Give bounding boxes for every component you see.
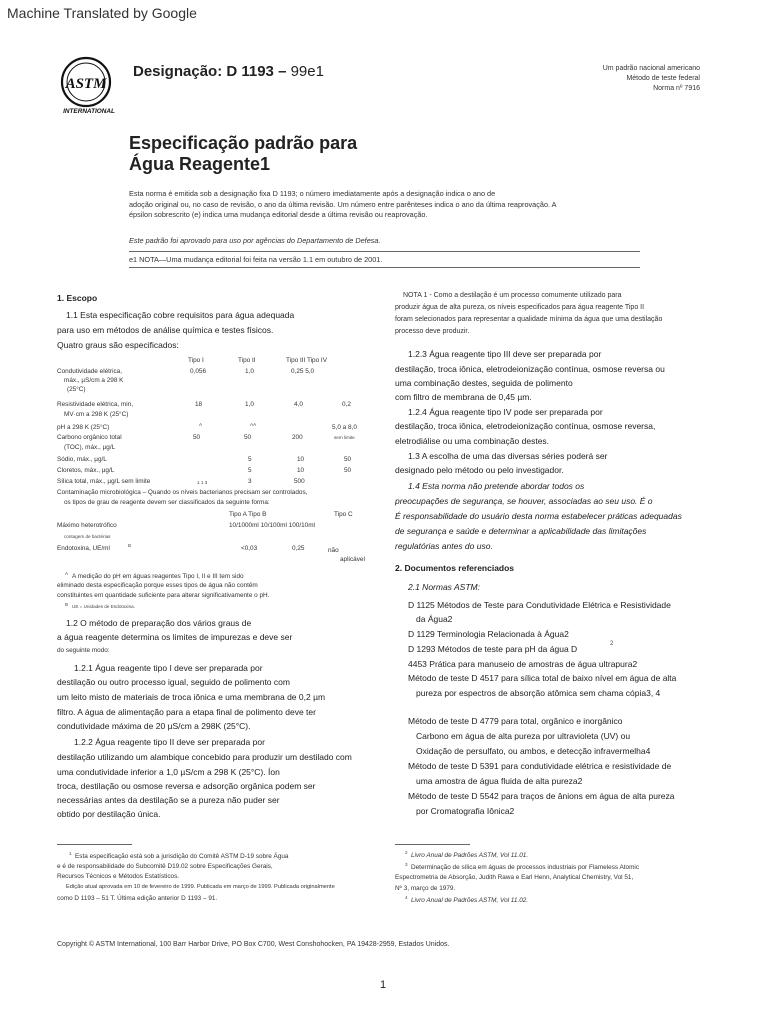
footnote-1-line: como D 1193 – 51 T. Última edição anterior D 1193 – 91. xyxy=(57,895,218,902)
para-1-4-line: É responsabilidade do usuário desta norma estabelecer práticas adequadas xyxy=(395,511,682,521)
table-row-label: Cloretos, máx., µg/L xyxy=(57,467,115,474)
svg-text:ASTM: ASTM xyxy=(65,76,107,92)
reference-item: Método de teste D 4517 para sílica total de baixo nível em água de alta xyxy=(408,673,677,683)
para-1-3: 1.3 A escolha de uma das diversas séries poderá ser xyxy=(408,451,608,461)
para-1-2-3-line: uma combinação destes, seguida de polimento xyxy=(395,378,573,388)
reference-footnote-mark: 2 xyxy=(610,641,614,647)
footnote-mark-a: A xyxy=(65,571,69,576)
para-1-2-line: a água reagente determina os limites de impurezas e deve ser xyxy=(57,632,293,642)
dod-approval: Este padrão foi aprovado para uso por agências do Departamento de Defesa. xyxy=(129,236,381,245)
table-header: Tipo III Tipo IV xyxy=(286,357,327,364)
footnote-divider xyxy=(395,844,470,845)
table-note: Contaminação microbiológica – Quando os níveis bacterianos precisam ser controlados, xyxy=(57,489,308,496)
table-cell: 50 xyxy=(244,434,252,441)
reference-item: D 1129 Terminologia Relacionada à Água2 xyxy=(408,629,569,639)
reference-item: da Água2 xyxy=(416,614,453,624)
table-row-label: máx., µS/cm a 298 K xyxy=(64,377,124,384)
footnote-1-line: e é de responsabilidade do Subcomitê D19.02 sobre Especificações Gerais, xyxy=(57,863,273,870)
footnote-1: Esta especificação está sob a jurisdição do Comitê ASTM D-19 sobre Água xyxy=(75,853,289,860)
para-1-2-1: 1.2.1 Água reagente tipo I deve ser preparada por xyxy=(74,663,263,673)
section-1-heading: 1. Escopo xyxy=(57,293,98,303)
para-1-2-1-line: um leito misto de materiais de troca iônica e uma membrana de 0,2 µm xyxy=(57,692,326,702)
reference-item: por Cromatografia Iônica2 xyxy=(416,806,515,816)
footnote-2: Livro Anual de Padrões ASTM, Vol 11.01. xyxy=(411,852,529,859)
footnote-divider xyxy=(57,844,132,845)
table-row-label: Endotoxina, UE/ml xyxy=(57,545,110,552)
copyright: Copyright © ASTM International, 100 Barr Harbor Drive, PO Box C700, West Conshohocken, PA 19428-2959, Estados Unidos. xyxy=(57,941,450,948)
machine-translated-banner: Machine Translated by Google xyxy=(7,5,197,21)
table-cell: sem limite xyxy=(334,435,355,440)
table-row-label: (25°C) xyxy=(67,386,86,393)
reference-item: D 1125 Métodos de Teste para Condutividade Elétrica e Resistividade xyxy=(408,600,671,610)
para-1-1-line: para uso em métodos de análise química e testes físicos. xyxy=(57,325,274,335)
table-cell: 0,25 xyxy=(292,545,305,552)
para-1-2-1-line: filtro. A água de alimentação para a etapa final de polimento deve ter xyxy=(57,707,316,717)
table-cell: 0,056 xyxy=(190,368,206,375)
table-cell: 50 xyxy=(344,456,352,463)
footnote-3-line: Espectrometria de Absorção, Judith Rawa e Earl Henn, Analytical Chemistry, Vol 51, xyxy=(395,874,634,881)
table-header: Tipo I xyxy=(188,357,204,364)
editorial-note: e1 NOTA—Uma mudança editorial foi feita na versão 1.1 em outubro de 2001. xyxy=(129,255,383,264)
reference-item: Método de teste D 4779 para total, orgânico e inorgânico xyxy=(408,716,623,726)
para-1-2-4-line: destilação, troca iônica, eletrodeionização contínua, osmose reversa, xyxy=(395,421,656,431)
table-cell: aplicável xyxy=(340,556,365,563)
divider xyxy=(129,251,640,252)
para-1-1: 1.1 Esta especificação cobre requisitos para água adequada xyxy=(66,310,295,320)
reference-item: Método de teste D 5391 para condutividade elétrica e resistividade de xyxy=(408,761,672,771)
note-1: NOTA 1 - Como a destilação é um processo comumente utilizado para xyxy=(403,292,622,299)
footnote-mark: 2 xyxy=(405,850,408,855)
para-1-2-2-line: necessárias antes da destilação se a pureza não puder ser xyxy=(57,795,280,805)
table-row-label: Resistividade elétrica, min, xyxy=(57,401,134,408)
reference-item: D 1293 Métodos de teste para pH da água D xyxy=(408,644,578,654)
table-cell: 10 xyxy=(297,467,305,474)
para-1-2-2-line: troca, destilação ou osmose reversa e adsorção orgânica podem ser xyxy=(57,781,316,791)
issuance-note: Esta norma é emitida sob a designação fixa D 1193; o número imediatamente após a designação indica o ano de adoção original ou, no caso de revisão, o ano da última revisão. Um número entre parênteses indica o ano da última reaprovação. A épsilon sobrescrito (e) indica uma mudança editorial desde a última revisão ou reaprovação. xyxy=(129,189,557,219)
table-cell: 0,25 5,0 xyxy=(291,368,315,375)
table-cell: 5,0 a 8,0 xyxy=(332,424,357,431)
footnote-1-line: Edição atual aprovada em 10 de fevereiro de 1999. Publicada em março de 1999. Publicada originalmente xyxy=(66,884,335,890)
table-cell: 50 xyxy=(193,434,201,441)
footnote-mark: 4 xyxy=(405,895,408,900)
para-1-2-3-line: destilação, troca iônica, eletrodeionização contínua, osmose reversa ou xyxy=(395,364,665,374)
astm-logo xyxy=(56,55,122,117)
table-header: Tipo C xyxy=(334,511,353,518)
table-note: os tipos de grau de reagente devem ser classificados da seguinte forma: xyxy=(64,499,270,506)
para-1-2-2: 1.2.2 Água reagente tipo II deve ser preparada por xyxy=(74,737,265,747)
table-header: Tipo A Tipo B xyxy=(229,511,267,518)
table-cell: 50 xyxy=(344,467,352,474)
para-1-4-line: preocupações de segurança, se houver, associadas ao seu uso. É o xyxy=(395,496,653,506)
table-cell: 1,0 xyxy=(245,368,254,375)
reference-item: Carbono em água de alta pureza por ultravioleta (UV) ou xyxy=(416,731,631,741)
note-1-line: produzir água de alta pureza, os níveis especificados para água reagente Tipo II xyxy=(395,304,645,311)
table-cell: 3 xyxy=(248,478,252,485)
table-header: Tipo II xyxy=(238,357,256,364)
table-cell: A xyxy=(199,422,203,427)
para-1-2-3-line: com filtro de membrana de 0,45 µm. xyxy=(395,392,532,402)
table-row-label: Condutividade elétrica, xyxy=(57,368,123,375)
page-number: 1 xyxy=(380,979,387,991)
para-1-4-line: de segurança e saúde e determinar a aplicabilidade das limitações xyxy=(395,526,647,536)
section-2-heading: 2. Documentos referenciados xyxy=(395,563,515,573)
table-row-label: Sílica total, máx., µg/L sem limite xyxy=(57,478,151,485)
table-cell: 10 xyxy=(297,456,305,463)
para-1-4: 1.4 Esta norma não pretende abordar todos os xyxy=(408,481,585,491)
para-1-2-4-line: eletrodiálise ou uma combinação destes. xyxy=(395,436,550,446)
table-cell: não xyxy=(328,547,339,554)
table-row-label: Máximo heterotrófico xyxy=(57,522,117,529)
table-cell: 200 xyxy=(292,434,303,441)
para-1-2-3: 1.2.3 Água reagente tipo III deve ser preparada por xyxy=(408,349,602,359)
table-footnote-b: UE = Unidades de Endotoxina. xyxy=(72,604,135,609)
para-1-2: 1.2 O método de preparação dos vários graus de xyxy=(66,618,252,628)
footnote-4: Livro Anual de Padrões ASTM, Vol 11.02. xyxy=(411,897,529,904)
para-2-1: 2.1 Normas ASTM: xyxy=(408,582,480,592)
para-1-2-4: 1.2.4 Água reagente tipo IV pode ser preparada por xyxy=(408,407,603,417)
footnote-1-line: Recursos Técnicos e Métodos Estatísticos. xyxy=(57,873,180,880)
table-cell: 18 xyxy=(195,401,203,408)
table-cell: AA xyxy=(250,422,257,427)
para-1-3-line: designado pelo método ou pelo investigador. xyxy=(395,465,564,475)
reference-item: Método de teste D 5542 para traços de ânions em água de alta pureza xyxy=(408,791,675,801)
svg-text:INTERNATIONAL: INTERNATIONAL xyxy=(63,108,115,115)
footnote-1-mark: 1 xyxy=(69,851,72,856)
table-cell: 4,0 xyxy=(294,401,303,408)
reference-item: 4453 Prática para manuseio de amostras de água ultrapura2 xyxy=(408,659,638,669)
table-row-label: (TOC), máx., µg/L xyxy=(64,444,116,451)
para-1-2-line: do seguinte modo: xyxy=(57,647,110,654)
table-footnote-a: A medição do pH em águas reagentes Tipo I, II e III tem sido xyxy=(72,573,244,580)
table-row-label: Sódio, máx., µg/L xyxy=(57,456,107,463)
table-row-sublabel: contagem de bactérias xyxy=(64,534,111,539)
para-1-2-1-line: condutividade máxima de 20 µS/cm a 298K (25°C). xyxy=(57,721,251,731)
table-cell: 10/1000ml 10/100ml 100/10ml xyxy=(229,522,315,529)
reference-item: Oxidação de persulfato, ou ambos, e detecção infravermelha4 xyxy=(416,746,651,756)
footnote-3-line: Nº 3, março de 1979. xyxy=(395,885,456,892)
divider xyxy=(129,267,640,268)
table-cell: 5 xyxy=(248,467,252,474)
reference-item: uma amostra de água fluida de alta pureza2 xyxy=(416,776,583,786)
table-cell: 0,2 xyxy=(342,401,351,408)
table-row-label: Carbono orgânico total xyxy=(57,434,122,441)
para-1-1-line: Quatro graus são especificados: xyxy=(57,340,179,350)
table-cell: 5 xyxy=(248,456,252,463)
table-cell: 500 xyxy=(294,478,305,485)
table-cell: 1 1 3 xyxy=(197,480,208,485)
table-footnote-a: constituintes em quantidade suficiente para alterar significativamente o pH. xyxy=(57,592,270,599)
table-row-label: pH a 298 K (25°C) xyxy=(57,424,110,431)
footnote-3: Determinação de sílica em águas de processos industriais por Flameless Atomic xyxy=(411,864,640,871)
document-title: Especificação padrão para Água Reagente1 xyxy=(129,133,358,174)
note-1-line: foram selecionados para representar a qualidade mínima da água que uma destilação xyxy=(395,316,663,323)
para-1-2-2-line: uma condutividade inferior a 1,0 µS/cm a 298 K (25°C). Íon xyxy=(57,767,280,777)
footnote-mark: 3 xyxy=(405,862,408,867)
table-cell: 1,0 xyxy=(245,401,254,408)
table-footnote-mark: B xyxy=(128,543,132,548)
para-1-4-line: regulatórias antes do uso. xyxy=(395,541,493,551)
table-cell: <0,03 xyxy=(241,545,258,552)
national-standard-block: Um padrão nacional americano Método de teste federal Norma nº 7916 xyxy=(602,65,700,92)
note-1-line: processo deve produzir. xyxy=(395,328,470,335)
designation: Designação: D 1193 – 99e1 xyxy=(133,63,324,80)
table-row-label: MV·cm a 298 K (25°C) xyxy=(64,411,129,418)
footnote-mark-b: B xyxy=(65,602,69,607)
table-footnote-a: eliminado desta especificação porque esses tipos de água não contêm xyxy=(57,582,258,589)
para-1-2-2-line: obtido por destilação única. xyxy=(57,809,161,819)
para-1-2-1-line: destilação ou outro processo igual, seguido de polimento com xyxy=(57,677,290,687)
para-1-2-2-line: destilação utilizando um alambique concebido para produzir um destilado com xyxy=(57,752,352,762)
reference-item: pureza por espectros de absorção atômica sem chama cópia3, 4 xyxy=(416,688,661,698)
